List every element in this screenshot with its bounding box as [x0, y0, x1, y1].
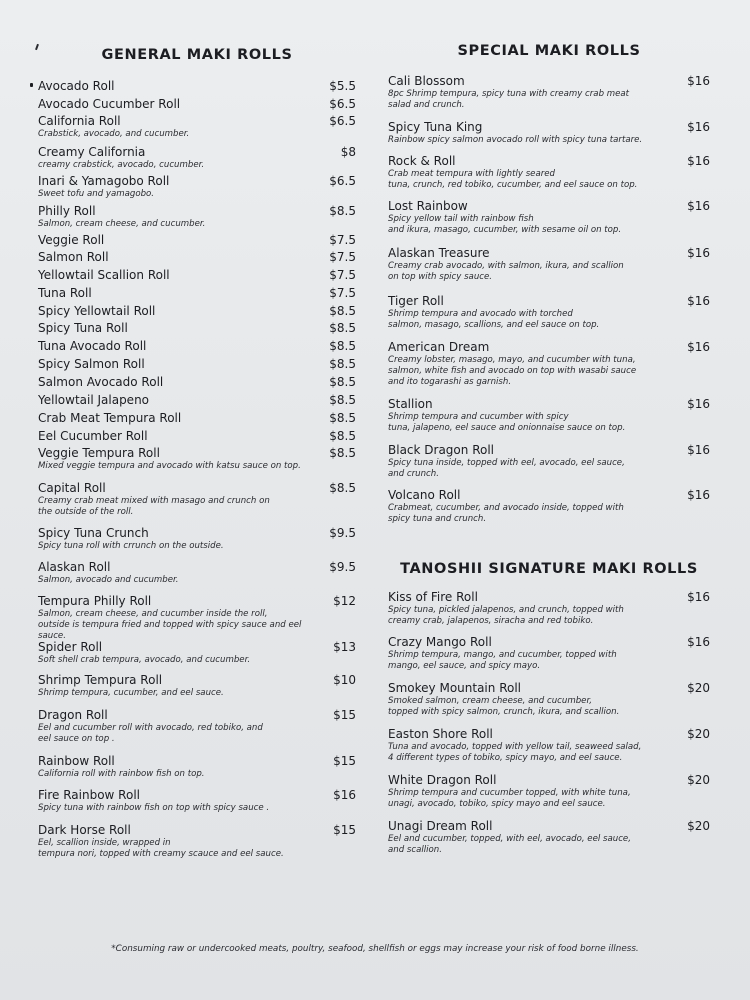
menu-item-description: Eel and cucumber roll with avocado, red tobiko, and eel sauce on top .	[38, 723, 263, 744]
menu-item-price: $16	[687, 635, 710, 649]
menu-item	[388, 397, 710, 434]
menu-item	[388, 819, 710, 856]
menu-item-price: $7.5	[329, 250, 356, 264]
menu-item-description: creamy crabstick, avocado, cucumber.	[38, 160, 205, 170]
menu-item-price: $16	[687, 590, 710, 604]
menu-item-price: $8.5	[329, 304, 356, 318]
menu-item-description: Spicy yellow tail with rainbow fish and ikura, masago, cucumber, with sesame oil on top.	[388, 214, 622, 235]
menu-item-name: Salmon Avocado Roll	[38, 375, 164, 389]
food-safety-footnote: *Consuming raw or undercooked meats, poultry, seafood, shellfish or eggs may increase your risk of food borne illness.	[111, 944, 639, 954]
menu-item-name: Smokey Mountain Roll	[388, 681, 521, 695]
menu-item-name: Spicy Tuna Crunch	[38, 526, 149, 540]
menu-item-price: $8.5	[329, 204, 356, 218]
menu-item-description: Spicy tuna, pickled jalapenos, and crunch, topped with creamy crab, jalapenos, siracha and red tobiko.	[388, 605, 624, 626]
menu-item-price: $6.5	[329, 174, 356, 188]
menu-item-description: Shrimp tempura, cucumber, and eel sauce.	[38, 688, 224, 698]
menu-item-name: American Dream	[388, 340, 490, 354]
menu-item-description: Spicy tuna roll with crrunch on the outside.	[38, 541, 224, 551]
menu-item	[388, 681, 710, 718]
signature-maki-title: TANOSHII SIGNATURE MAKI ROLLS	[400, 561, 698, 577]
menu-item	[38, 97, 356, 112]
special-maki-title: SPECIAL MAKI ROLLS	[457, 43, 641, 59]
menu-item-price: $5.5	[329, 79, 356, 93]
menu-item-name: Kiss of Fire Roll	[388, 590, 478, 604]
menu-item-description: Creamy lobster, masago, mayo, and cucumber with tuna, salmon, white fish and avocado on top with wasabi sauce and ito togarashi as garnish.	[388, 355, 637, 387]
menu-item	[388, 727, 710, 764]
menu-item-price: $15	[333, 754, 356, 768]
menu-item-name: Spicy Tuna Roll	[38, 321, 128, 335]
menu-item	[38, 481, 356, 518]
menu-item	[38, 250, 356, 265]
menu-item-name: Inari & Yamagobo Roll	[38, 174, 170, 188]
menu-item-price: $16	[687, 120, 710, 134]
menu-item	[38, 754, 356, 780]
menu-item-name: Yellowtail Jalapeno	[38, 393, 150, 407]
menu-item-description: Smoked salmon, cream cheese, and cucumber, topped with spicy salmon, crunch, ikura, and scallion.	[388, 696, 620, 717]
menu-item-description: Crabmeat, cucumber, and avocado inside, topped with spicy tuna and crunch.	[388, 503, 624, 524]
menu-item	[388, 294, 710, 331]
menu-item-price: $9.5	[329, 560, 356, 574]
menu-item	[38, 174, 356, 200]
menu-item-price: $16	[687, 199, 710, 213]
menu-item-name: Dragon Roll	[38, 708, 108, 722]
menu-item-name: Tuna Roll	[38, 286, 92, 300]
menu-item-name: Crab Meat Tempura Roll	[38, 411, 182, 425]
menu-item-price: $8.5	[329, 357, 356, 371]
menu-item-description: Creamy crab meat mixed with masago and crunch on the outside of the roll.	[38, 496, 270, 517]
menu-item-description: Tuna and avocado, topped with yellow tail, seaweed salad, 4 different types of tobiko, spicy mayo, and eel sauce.	[388, 742, 642, 763]
menu-item	[388, 488, 710, 525]
menu-item-price: $12	[333, 594, 356, 608]
menu-item-description: 8pc Shrimp tempura, spicy tuna with creamy crab meat salad and crunch.	[388, 89, 630, 110]
menu-item-name: Capital Roll	[38, 481, 106, 495]
menu-item-description: Spicy tuna with rainbow fish on top with spicy sauce .	[38, 803, 270, 813]
menu-item-name: Black Dragon Roll	[388, 443, 494, 457]
menu-item	[38, 560, 356, 586]
menu-item-description: Creamy crab avocado, with salmon, ikura, and scallion on top with spicy sauce.	[388, 261, 624, 282]
menu-item-name: Spicy Salmon Roll	[38, 357, 145, 371]
menu-item	[38, 446, 356, 472]
menu-item-name: Fire Rainbow Roll	[38, 788, 140, 802]
menu-item-name: Dark Horse Roll	[38, 823, 131, 837]
menu-item	[388, 635, 710, 672]
menu-item-name: Unagi Dream Roll	[388, 819, 493, 833]
menu-item-description: Rainbow spicy salmon avocado roll with spicy tuna tartare.	[388, 135, 643, 145]
menu-item-description: California roll with rainbow fish on top.	[38, 769, 205, 779]
menu-item-description: Salmon, cream cheese, and cucumber.	[38, 219, 206, 229]
menu-item-description: Salmon, avocado and cucumber.	[38, 575, 179, 585]
menu-item	[388, 74, 710, 111]
menu-item-price: $16	[687, 74, 710, 88]
menu-item-price: $7.5	[329, 268, 356, 282]
menu-item	[388, 120, 710, 146]
menu-item-price: $16	[687, 443, 710, 457]
menu-item-price: $8.5	[329, 429, 356, 443]
menu-item	[38, 145, 356, 171]
menu-item-price: $20	[687, 773, 710, 787]
menu-item	[388, 154, 710, 191]
menu-item-price: $9.5	[329, 526, 356, 540]
menu-item-price: $16	[687, 397, 710, 411]
menu-item	[38, 233, 356, 248]
menu-item	[388, 590, 710, 627]
menu-item-price: $16	[687, 294, 710, 308]
general-maki-title: GENERAL MAKI ROLLS	[101, 47, 293, 63]
menu-item	[38, 594, 356, 642]
menu-item-name: Shrimp Tempura Roll	[38, 673, 163, 687]
menu-item	[38, 357, 356, 372]
menu-item-price: $8.5	[329, 321, 356, 335]
menu-item	[38, 339, 356, 354]
menu-item	[38, 673, 356, 699]
bullet-mark	[30, 83, 33, 87]
menu-item-price: $8	[340, 145, 356, 159]
menu-item-name: Creamy California	[38, 145, 146, 159]
menu-item	[38, 268, 356, 283]
menu-item-price: $10	[333, 673, 356, 687]
menu-item-price: $16	[687, 154, 710, 168]
menu-item-description: Mixed veggie tempura and avocado with katsu sauce on top.	[38, 461, 301, 471]
menu-item-name: Tuna Avocado Roll	[38, 339, 147, 353]
menu-item	[388, 340, 710, 388]
menu-item	[38, 823, 356, 860]
menu-item	[38, 526, 356, 552]
menu-item	[38, 375, 356, 390]
menu-item-name: Philly Roll	[38, 204, 96, 218]
menu-item	[38, 411, 356, 426]
menu-item	[38, 114, 356, 140]
menu-item-name: Spider Roll	[38, 640, 103, 654]
menu-item	[388, 773, 710, 810]
menu-item-price: $8.5	[329, 446, 356, 460]
menu-item-price: $6.5	[329, 97, 356, 111]
menu-item-name: Veggie Roll	[38, 233, 105, 247]
menu-item-name: Alaskan Treasure	[388, 246, 490, 260]
menu-item-price: $20	[687, 681, 710, 695]
menu-item-price: $8.5	[329, 411, 356, 425]
menu-item-description: Spicy tuna inside, topped with eel, avocado, eel sauce, and crunch.	[388, 458, 625, 479]
menu-item-description: Soft shell crab tempura, avocado, and cucumber.	[38, 655, 251, 665]
menu-item-name: Spicy Tuna King	[388, 120, 483, 134]
menu-item	[38, 393, 356, 408]
menu-item-name: Yellowtail Scallion Roll	[38, 268, 170, 282]
menu-item-price: $8.5	[329, 393, 356, 407]
menu-item-name: California Roll	[38, 114, 121, 128]
menu-item-name: Easton Shore Roll	[388, 727, 493, 741]
menu-item-price: $7.5	[329, 233, 356, 247]
menu-item	[38, 708, 356, 745]
menu-item-description: Eel and cucumber, topped, with eel, avocado, eel sauce, and scallion.	[388, 834, 631, 855]
menu-item-name: Avocado Cucumber Roll	[38, 97, 181, 111]
menu-item-description: Sweet tofu and yamagobo.	[38, 189, 155, 199]
menu-item	[388, 443, 710, 480]
menu-item-name: Lost Rainbow	[388, 199, 468, 213]
menu-item-price: $16	[687, 488, 710, 502]
menu-item	[38, 640, 356, 666]
menu-item-name: Spicy Yellowtail Roll	[38, 304, 156, 318]
menu-item-name: Cali Blossom	[388, 74, 465, 88]
menu-item-price: $7.5	[329, 286, 356, 300]
menu-item-price: $16	[687, 340, 710, 354]
menu-item-description: Crab meat tempura with lightly seared tuna, crunch, red tobiko, cucumber, and eel sauce on top.	[388, 169, 638, 190]
menu-item-name: Tiger Roll	[388, 294, 444, 308]
menu-item-description: Shrimp tempura, mango, and cucumber, topped with mango, eel sauce, and spicy mayo.	[388, 650, 617, 671]
menu-item-description: Crabstick, avocado, and cucumber.	[38, 129, 190, 139]
menu-item	[388, 199, 710, 236]
menu-item-price: $6.5	[329, 114, 356, 128]
menu-item-description: Shrimp tempura and cucumber topped, with white tuna, unagi, avocado, tobiko, spicy mayo and eel sauce.	[388, 788, 631, 809]
menu-item-name: White Dragon Roll	[388, 773, 497, 787]
menu-item-description: Shrimp tempura and cucumber with spicy tuna, jalapeno, eel sauce and onionnaise sauce on top.	[388, 412, 626, 433]
menu-item	[38, 788, 356, 814]
menu-item-price: $8.5	[329, 481, 356, 495]
menu-item-name: Stallion	[388, 397, 433, 411]
menu-item	[38, 204, 356, 230]
menu-item-description: Salmon, cream cheese, and cucumber inside the roll, outside is tempura fried and topped with spicy sauce and eel sauce.	[38, 609, 302, 641]
menu-item-name: Veggie Tempura Roll	[38, 446, 160, 460]
menu-item-name: Tempura Philly Roll	[38, 594, 152, 608]
menu-item-name: Alaskan Roll	[38, 560, 111, 574]
menu-item-description: Shrimp tempura and avocado with torched salmon, masago, scallions, and eel sauce on top.	[388, 309, 600, 330]
menu-item	[38, 79, 356, 94]
menu-item	[388, 246, 710, 283]
menu-item	[38, 429, 356, 444]
menu-item	[38, 321, 356, 336]
menu-item-price: $13	[333, 640, 356, 654]
menu-item	[38, 286, 356, 301]
menu-item-price: $15	[333, 823, 356, 837]
menu-item-price: $16	[333, 788, 356, 802]
menu-item-price: $8.5	[329, 339, 356, 353]
menu-item-name: Avocado Roll	[38, 79, 115, 93]
menu-item-name: Rock & Roll	[388, 154, 456, 168]
menu-item-description: Eel, scallion inside, wrapped in tempura nori, topped with creamy scauce and eel sauce.	[38, 838, 284, 859]
menu-item-price: $8.5	[329, 375, 356, 389]
menu-item-name: Volcano Roll	[388, 488, 461, 502]
menu-item-name: Crazy Mango Roll	[388, 635, 492, 649]
menu-item-price: $15	[333, 708, 356, 722]
menu-item-name: Salmon Roll	[38, 250, 109, 264]
menu-item-name: Rainbow Roll	[38, 754, 115, 768]
menu-item-price: $20	[687, 727, 710, 741]
menu-item-name: Eel Cucumber Roll	[38, 429, 148, 443]
menu-item-price: $20	[687, 819, 710, 833]
menu-item-price: $16	[687, 246, 710, 260]
menu-item	[38, 304, 356, 319]
